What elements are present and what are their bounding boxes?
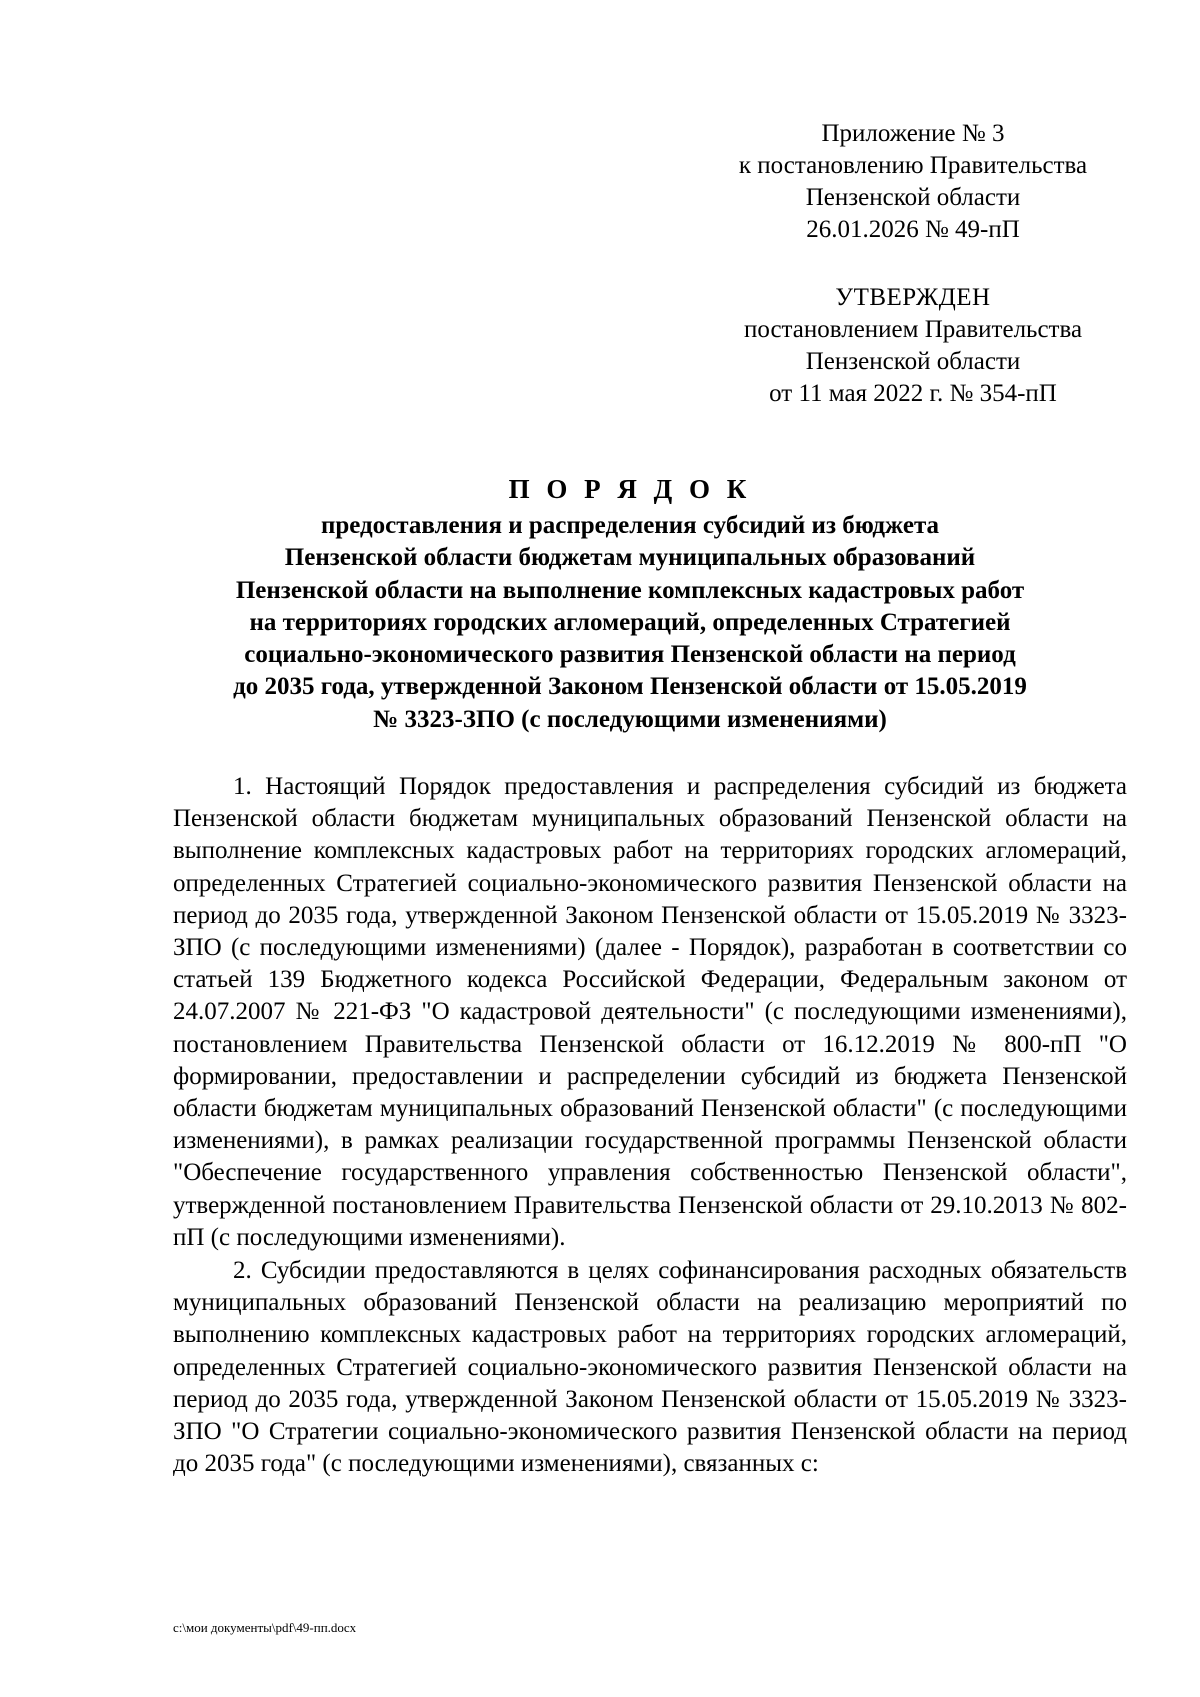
paragraph-1: 1. Настоящий Порядок предоставления и распределения субсидий из бюджета Пензенской области бюджетам муниципальных образований Пензенской области на выполнение комплексных кадастровых работ на территориях городских агломераций, определенных Стратегией социально-экономического развития Пензенской области на период до 2035 года, утвержденной Законом Пензенской области от 15.05.2019 № 3323-ЗПО (с последующими изменениями) (далее - Порядок), разработан в соответствии со статьей 139 Бюджетного кодекса Российской Федерации, Федеральным законом от 24.07.2007 № 221-ФЗ "О кадастровой деятельности" (с последующими изменениями), постановлением Правительства Пензенской области от 16.12.2019 № 800-пП "О формировании, предоставлении и распределении субсидий из бюджета Пензенской области бюджетам муниципальных образований Пензенской области" (с последующими изменениями), в рамках реализации государственной программы Пензенской области "Обеспечение государственного управления собственностью Пензенской области", утвержденной постановлением Правительства Пензенской области от 29.10.2013 № 802-пП (с последующими изменениями).: [173, 773, 1127, 1251]
subtitle-line: социально-экономического развития Пензенской области на период: [244, 641, 1016, 669]
appendix-number: Приложение № 3: [821, 120, 1005, 147]
document-subtitle: [180, 510, 1080, 736]
subtitle-line: № 3323-ЗПО (с последующими изменениями): [373, 705, 887, 733]
subtitle-line: Пензенской области на выполнение комплексных кадастровых работ: [235, 576, 1025, 604]
approved-region: Пензенской области: [805, 348, 1021, 375]
subtitle-line: до 2035 года, утвержденной Законом Пензенской области от 15.05.2019: [233, 673, 1027, 701]
approved-by: постановлением Правительства: [743, 316, 1083, 343]
paragraph-2: 2. Субсидии предоставляются в целях софинансирования расходных обязательств муниципальных образований Пензенской области на реализацию мероприятий по выполнению комплексных кадастровых работ на территориях городских агломераций, определенных Стратегией социально-экономического развития Пензенской области на период до 2035 года, утвержденной Законом Пензенской области от 15.05.2019 № 3323-ЗПО "О Стратегии социально-экономического развития Пензенской области на период до 2035 года" (с последующими изменениями), связанных с:: [173, 1257, 1127, 1478]
document-body: [173, 771, 1127, 1480]
appendix-reference: к постановлению Правительства: [738, 152, 1088, 179]
file-path-footer: c:\мои документы\pdf\49-пп.docx: [173, 1620, 357, 1635]
appendix-region: Пензенской области: [805, 184, 1021, 211]
document-title: П О Р Я Д О К: [508, 474, 752, 504]
approval-stamp-block: [703, 282, 1123, 410]
subtitle-line: Пензенской области бюджетам муниципальных образований: [284, 544, 976, 572]
appendix-block: [703, 118, 1123, 246]
approved-label: УТВЕРЖДЕН: [835, 284, 991, 311]
subtitle-line: на территориях городских агломераций, определенных Стратегией: [249, 608, 1011, 636]
subtitle-line: предоставления и распределения субсидий из бюджета: [320, 512, 940, 539]
approved-date-number: от 11 мая 2022 г. № 354-пП: [769, 380, 1057, 407]
appendix-date-number: 26.01.2026 № 49-пП: [806, 216, 1020, 243]
